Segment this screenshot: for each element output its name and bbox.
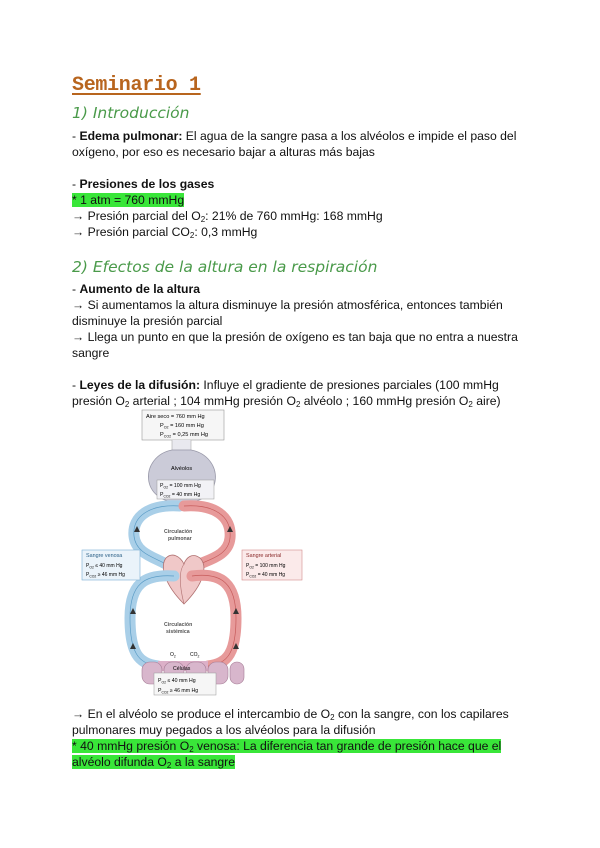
celulas-label: Células bbox=[173, 666, 191, 672]
alveolo-line-1 bbox=[72, 706, 509, 722]
edema-line-2: oxígeno, por eso es necesario bajar a alturas más bajas bbox=[72, 145, 375, 159]
circ-sistemica-label-2: sistémica bbox=[166, 629, 190, 635]
co2-sub: 2 bbox=[189, 231, 195, 240]
leyes-2a: presión O bbox=[72, 394, 125, 408]
section-heading-altura: 2) Efectos de la altura en la respiración bbox=[72, 258, 378, 276]
leyes-sub-1: 2 bbox=[124, 400, 130, 409]
air-dry-label: Aire seco = 760 mm Hg bbox=[146, 414, 205, 420]
alv-1b: con la sangre, con los capilares bbox=[334, 707, 509, 721]
altura-p1-line-1: → Si aumentamos la altura disminuye la presión atmosférica, entonces también bbox=[72, 298, 503, 312]
presiones-heading: - Presiones de los gases bbox=[72, 177, 215, 191]
trachea-shape bbox=[172, 440, 191, 450]
cel-po2-label: $P_{O2} \le 40$ mm Hg bbox=[158, 678, 196, 685]
co2-pressure-line bbox=[72, 224, 257, 240]
leyes-line-1: - Leyes de la difusión: Influye el gradiente de presiones parciales (100 mmHg bbox=[72, 378, 499, 392]
systemic-vein-loop bbox=[130, 576, 174, 666]
arterial-po2: $P_{O2} = 100$ mm Hg bbox=[246, 563, 286, 570]
aumento-label: Aumento de la altura bbox=[79, 282, 200, 296]
aumento-heading: - Aumento de la altura bbox=[72, 282, 200, 296]
leyes-sub-2: 2 bbox=[295, 400, 301, 409]
note-line-1 bbox=[72, 738, 501, 754]
systemic-artery-loop bbox=[192, 575, 236, 666]
o2-sub: 2 bbox=[200, 215, 206, 224]
note-highlight-2: alvéolo difunda $O_2$ a la sangre bbox=[72, 755, 235, 770]
co2-text-b: : 0,3 mmHg bbox=[194, 225, 258, 239]
alveolo-line-2: pulmonares muy pegados a los alvéolos para la difusión bbox=[72, 723, 376, 737]
leyes-2c: alvéolo ; 160 mmHg presión O bbox=[300, 394, 469, 408]
presiones-label: Presiones de los gases bbox=[79, 177, 215, 191]
circ-pulmonar-label-2: pulmonar bbox=[168, 536, 192, 542]
leyes-sub-3: 2 bbox=[468, 400, 473, 409]
alv-po2-label: $P_{O2} = 100$ mm Hg bbox=[160, 483, 201, 490]
arterial-pco2: $P_{CO2} = 40$ mm Hg bbox=[246, 572, 286, 579]
note-highlight-1: * 40 mmHg presión $O_2$ venosa: La diferencia tan grande de presión hace que el bbox=[72, 739, 502, 754]
alv-sub: 2 bbox=[330, 713, 335, 722]
co2-text-a: → Presión parcial CO bbox=[72, 225, 190, 239]
altura-p2-line-2: sangre bbox=[72, 346, 110, 360]
arterial-title: Sangre arterial bbox=[246, 553, 282, 559]
leyes-2d: aire) bbox=[472, 394, 501, 408]
altura-p1-line-2: disminuye la presión parcial bbox=[72, 314, 223, 328]
o2-text-b: : 21% de 760 mmHg: 168 mmHg bbox=[205, 209, 383, 223]
atm-line bbox=[72, 192, 184, 208]
air-po2-label: $P_{O2} = 160$ mm Hg bbox=[160, 423, 204, 430]
edema-label: Edema pulmonar: bbox=[79, 129, 183, 143]
page-title: Seminario 1 bbox=[72, 74, 201, 97]
circ-sistemica-label-1: Circulación bbox=[164, 622, 193, 628]
co2-label: $CO_2$ bbox=[190, 652, 200, 659]
cel-pco2-label: $P_{CO2} \ge 46$ mm Hg bbox=[158, 688, 199, 695]
alveolos-label: Alvéolos bbox=[171, 466, 193, 472]
air-pco2-label: $P_{CO2} = 0,25$ mm Hg bbox=[160, 432, 208, 439]
edema-line-1: - Edema pulmonar: El agua de la sangre pasa a los alvéolos e impide el paso del bbox=[72, 129, 517, 143]
edema-text-1: El agua de la sangre pasa a los alvéolos e impide el paso del bbox=[185, 129, 517, 143]
o2-pressure-line bbox=[72, 208, 383, 224]
leyes-line-2 bbox=[72, 393, 501, 409]
o2-label: $O_2$ bbox=[170, 652, 176, 659]
venous-po2: $P_{O2} \le 40$ mm Hg bbox=[86, 563, 123, 570]
circ-pulmonar-label-1: Circulación bbox=[164, 529, 193, 535]
atm-highlight: * 1 atm = 760 mmHg bbox=[72, 193, 185, 207]
note-line-2 bbox=[72, 754, 235, 770]
leyes-label: Leyes de la difusión: bbox=[79, 378, 201, 392]
alv-pco2-label: $P_{CO2} = 40$ mm Hg bbox=[160, 492, 201, 499]
venous-title: Sangre venosa bbox=[86, 553, 123, 559]
section-heading-introduccion: 1) Introducción bbox=[72, 104, 190, 122]
leyes-2b: arterial ; 104 mmHg presión O bbox=[129, 394, 296, 408]
altura-p2-line-1: → Llega un punto en que la presión de oxígeno es tan baja que no entra a nuestra bbox=[72, 330, 518, 344]
leyes-text-1: Influye el gradiente de presiones parciales (100 mmHg bbox=[203, 378, 499, 392]
venous-pco2: $P_{CO2} \ge 46$ mm Hg bbox=[86, 572, 125, 579]
alv-1a: → En el alvéolo se produce el intercambio de O bbox=[72, 707, 331, 721]
gas-exchange-diagram bbox=[80, 408, 305, 698]
o2-text-a: → Presión parcial del O bbox=[72, 209, 201, 223]
